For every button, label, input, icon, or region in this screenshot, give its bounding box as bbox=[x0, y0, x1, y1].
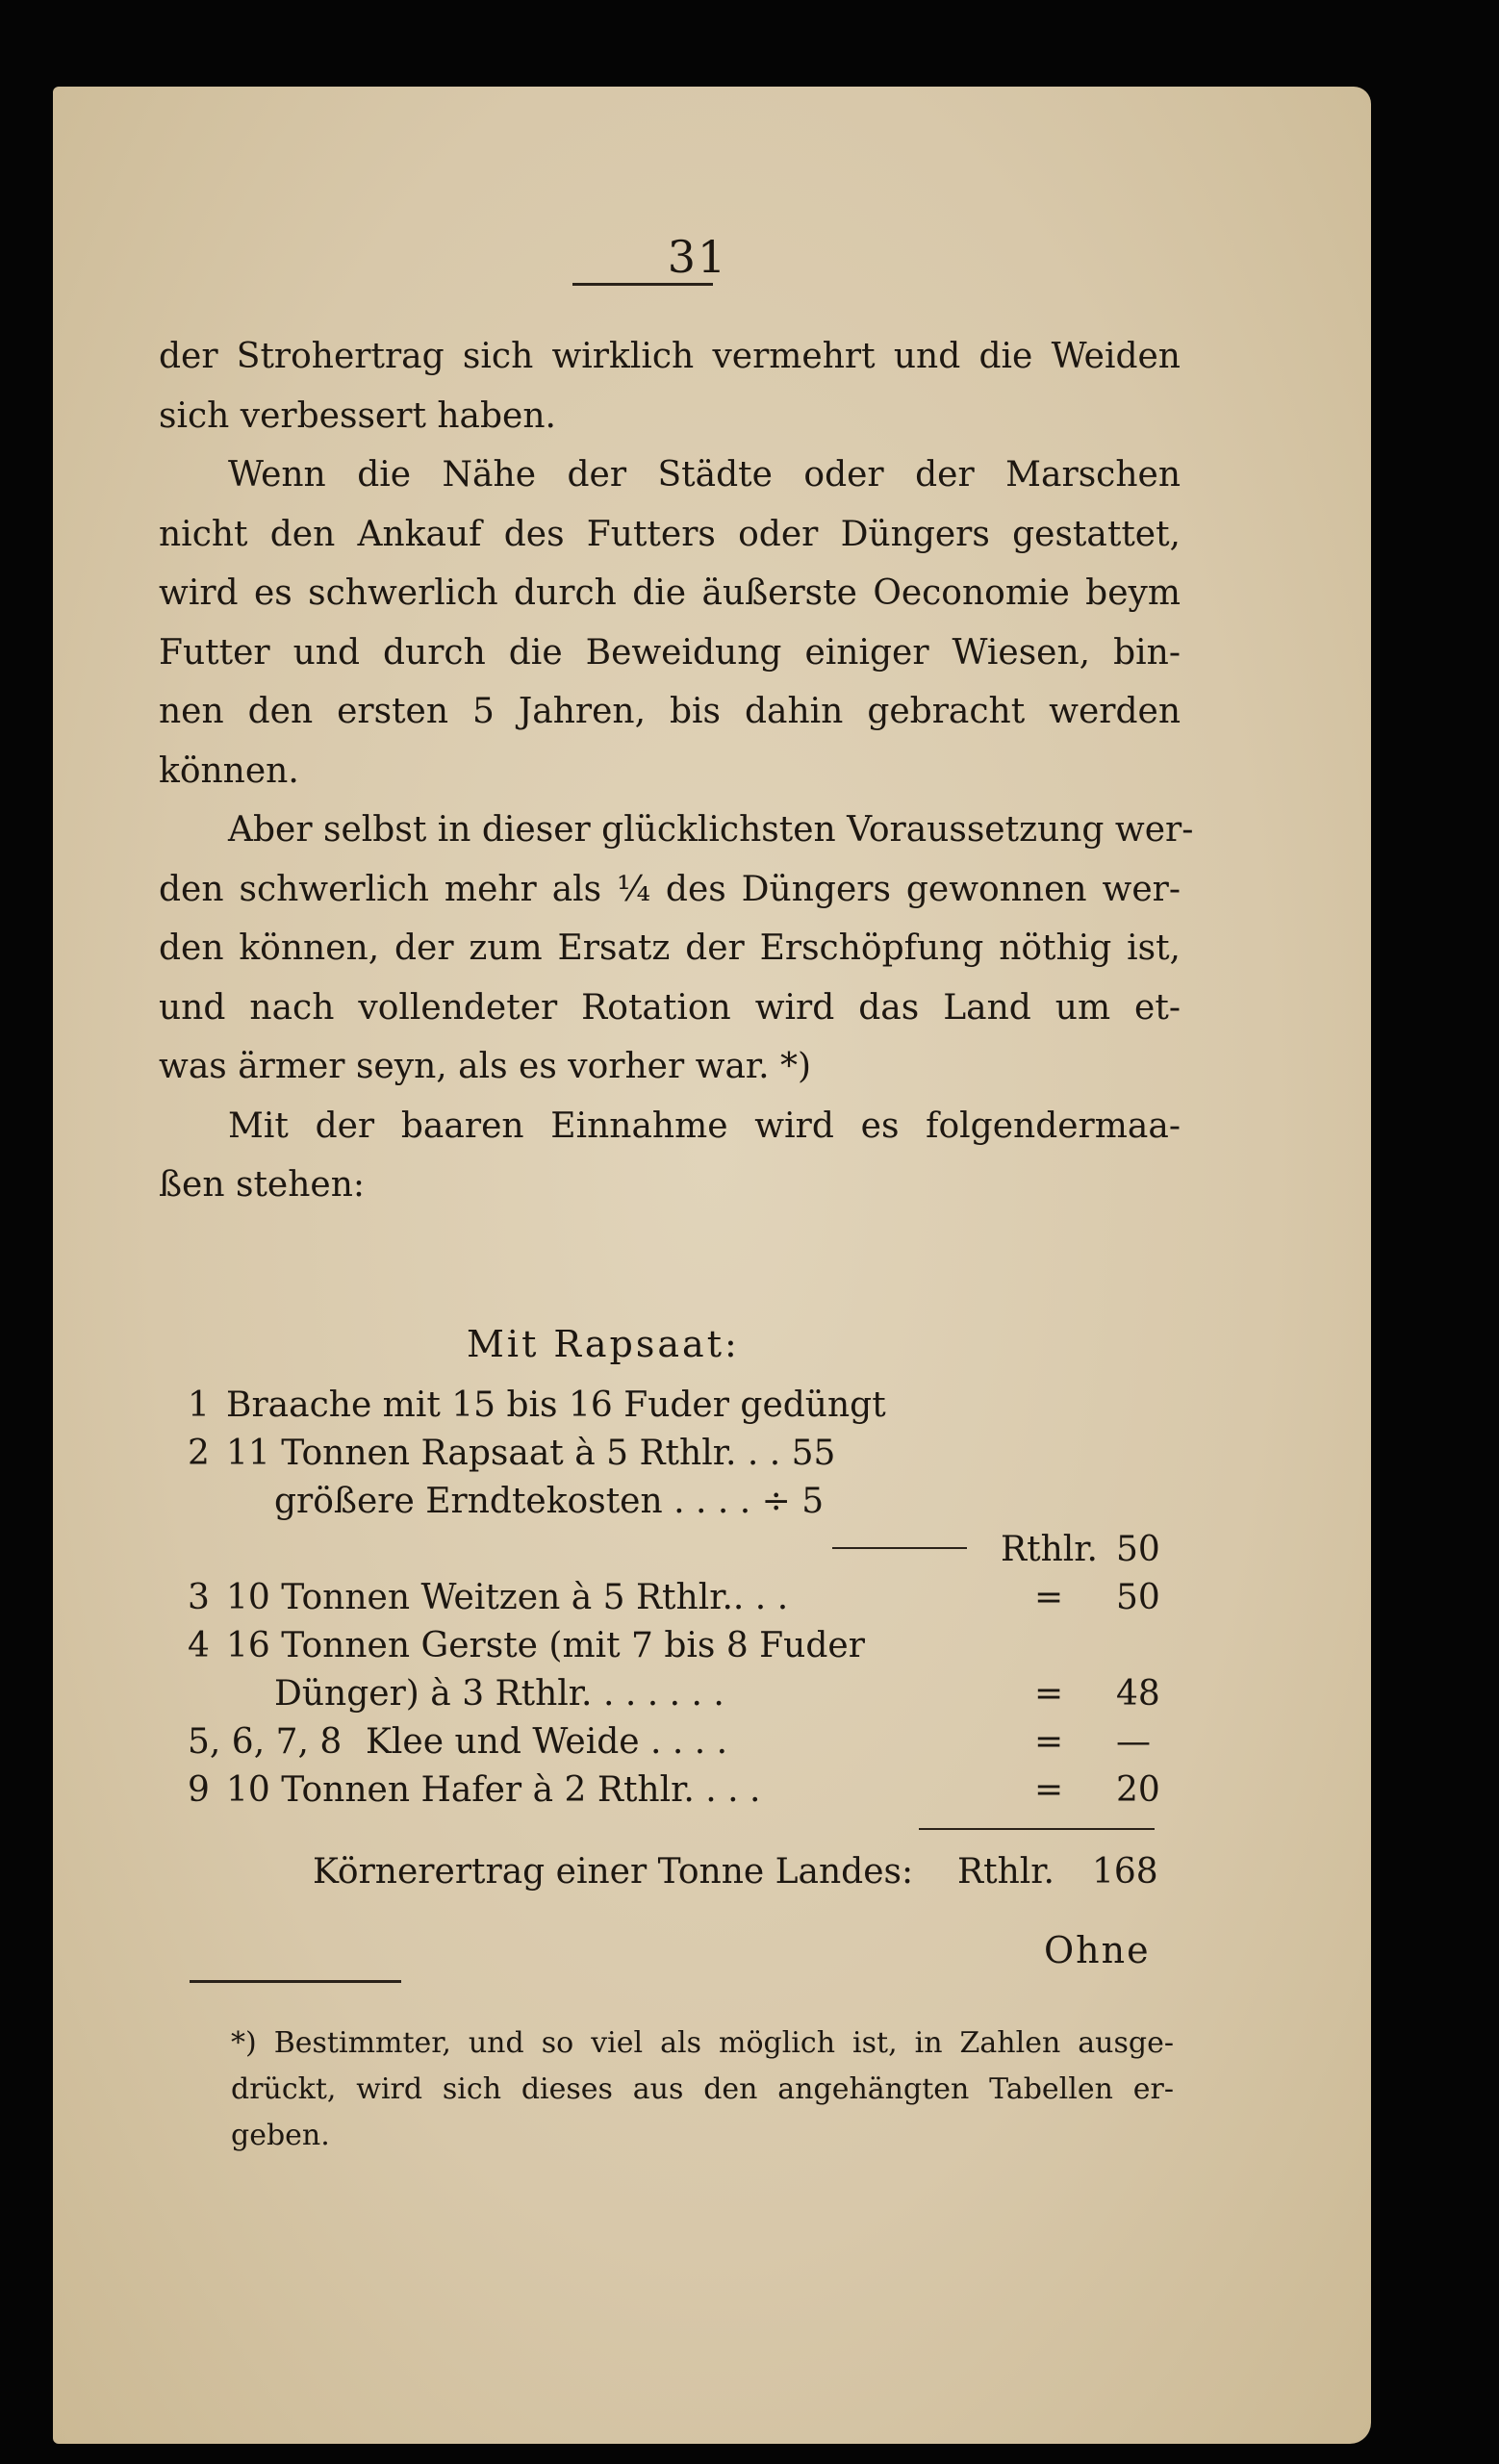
text-line: wird es schwerlich durch die äußerste Oeconomie beym bbox=[159, 573, 1181, 613]
text-line: den schwerlich mehr als ¼ des Düngers gewonnen wer- bbox=[159, 869, 1181, 909]
total-label: Körnerertrag einer Tonne Landes: bbox=[313, 1852, 914, 1892]
footnote-line: *) Bestimmter, und so viel als möglich ist, in Zahlen ausge- bbox=[231, 2026, 1174, 2060]
paragraph bbox=[159, 445, 1181, 800]
row-text: Dünger) à 3 Rthlr. . . . . . . bbox=[274, 1674, 724, 1714]
row-number: 3 bbox=[188, 1578, 210, 1617]
footnote-line: drückt, wird sich dieses aus den angehängten Tabellen er- bbox=[231, 2072, 1174, 2106]
text-line: können. bbox=[159, 750, 299, 791]
text-line: der Strohertrag sich wirklich vermehrt und die Weiden bbox=[159, 337, 1181, 376]
book-page bbox=[53, 87, 1371, 2444]
text-line: ßen stehen: bbox=[159, 1165, 366, 1205]
text-line: und nach vollendeter Rotation wird das Land um et- bbox=[159, 987, 1181, 1028]
row-text: Klee und Weide . . . . bbox=[366, 1722, 728, 1762]
row-number: 4 bbox=[188, 1626, 210, 1665]
text-line: nicht den Ankauf des Futters oder Düngers gestattet, bbox=[159, 514, 1181, 554]
subtotal-rule bbox=[832, 1547, 967, 1549]
total-unit: Rthlr. bbox=[957, 1852, 1054, 1892]
row-text: Braache mit 15 bis 16 Fuder gedüngt bbox=[226, 1385, 886, 1425]
page-number-rule bbox=[572, 283, 713, 286]
text-line: nen den ersten 5 Jahren, bis dahin gebracht werden bbox=[159, 692, 1181, 731]
row-text: 10 Tonnen Hafer à 2 Rthlr. . . . bbox=[226, 1770, 761, 1810]
footnote-line: geben. bbox=[231, 2119, 330, 2152]
text-line: Wenn die Nähe der Städte oder der Marschen bbox=[228, 455, 1181, 495]
row-number: 1 bbox=[188, 1385, 210, 1425]
text-line: Mit der baaren Einnahme wird es folgendermaa- bbox=[228, 1105, 1181, 1146]
paragraph bbox=[159, 1097, 1181, 1215]
row-text: größere Erndtekosten . . . . ÷ 5 bbox=[274, 1482, 825, 1521]
page-number: 31 bbox=[667, 231, 728, 283]
row-text: 16 Tonnen Gerste (mit 7 bis 8 Fuder bbox=[226, 1626, 865, 1665]
row-text: 10 Tonnen Weitzen à 5 Rthlr.. . . bbox=[226, 1578, 789, 1617]
footnote-rule bbox=[190, 1980, 401, 1983]
paragraph bbox=[159, 327, 1181, 445]
row-amount: 50 bbox=[1116, 1530, 1160, 1569]
total-amount: 168 bbox=[1092, 1852, 1158, 1892]
total-rule bbox=[919, 1828, 1155, 1830]
text-line: was ärmer seyn, als es vorher war. *) bbox=[159, 1047, 812, 1086]
text-line: Futter und durch die Beweidung einiger Wiesen, bin- bbox=[159, 632, 1181, 673]
footnote bbox=[231, 2020, 1174, 2159]
body-text bbox=[159, 327, 1194, 1215]
row-number: 2 bbox=[188, 1434, 210, 1473]
row-mark: = bbox=[1034, 1578, 1064, 1617]
row-mark: = bbox=[1034, 1674, 1064, 1714]
row-number: 5, 6, 7, 8 bbox=[188, 1722, 343, 1762]
row-number: 9 bbox=[188, 1770, 210, 1810]
row-unit: Rthlr. bbox=[1001, 1530, 1098, 1569]
text-line: sich verbessert haben. bbox=[159, 395, 556, 436]
text-line: Aber selbst in dieser glücklichsten Voraussetzung wer- bbox=[228, 810, 1194, 850]
row-mark: = bbox=[1034, 1722, 1064, 1762]
row-amount: 48 bbox=[1116, 1674, 1160, 1714]
row-amount: — bbox=[1116, 1722, 1151, 1762]
row-text: 11 Tonnen Rapsaat à 5 Rthlr. . . 55 bbox=[226, 1434, 836, 1473]
row-amount: 50 bbox=[1116, 1578, 1160, 1617]
paragraph bbox=[159, 800, 1194, 1097]
row-mark: = bbox=[1034, 1770, 1064, 1810]
catchword: Ohne bbox=[1044, 1929, 1151, 1971]
row-amount: 20 bbox=[1116, 1770, 1160, 1810]
section-heading: Mit Rapsaat: bbox=[467, 1323, 740, 1365]
text-line: den können, der zum Ersatz der Erschöpfung nöthig ist, bbox=[159, 928, 1181, 968]
